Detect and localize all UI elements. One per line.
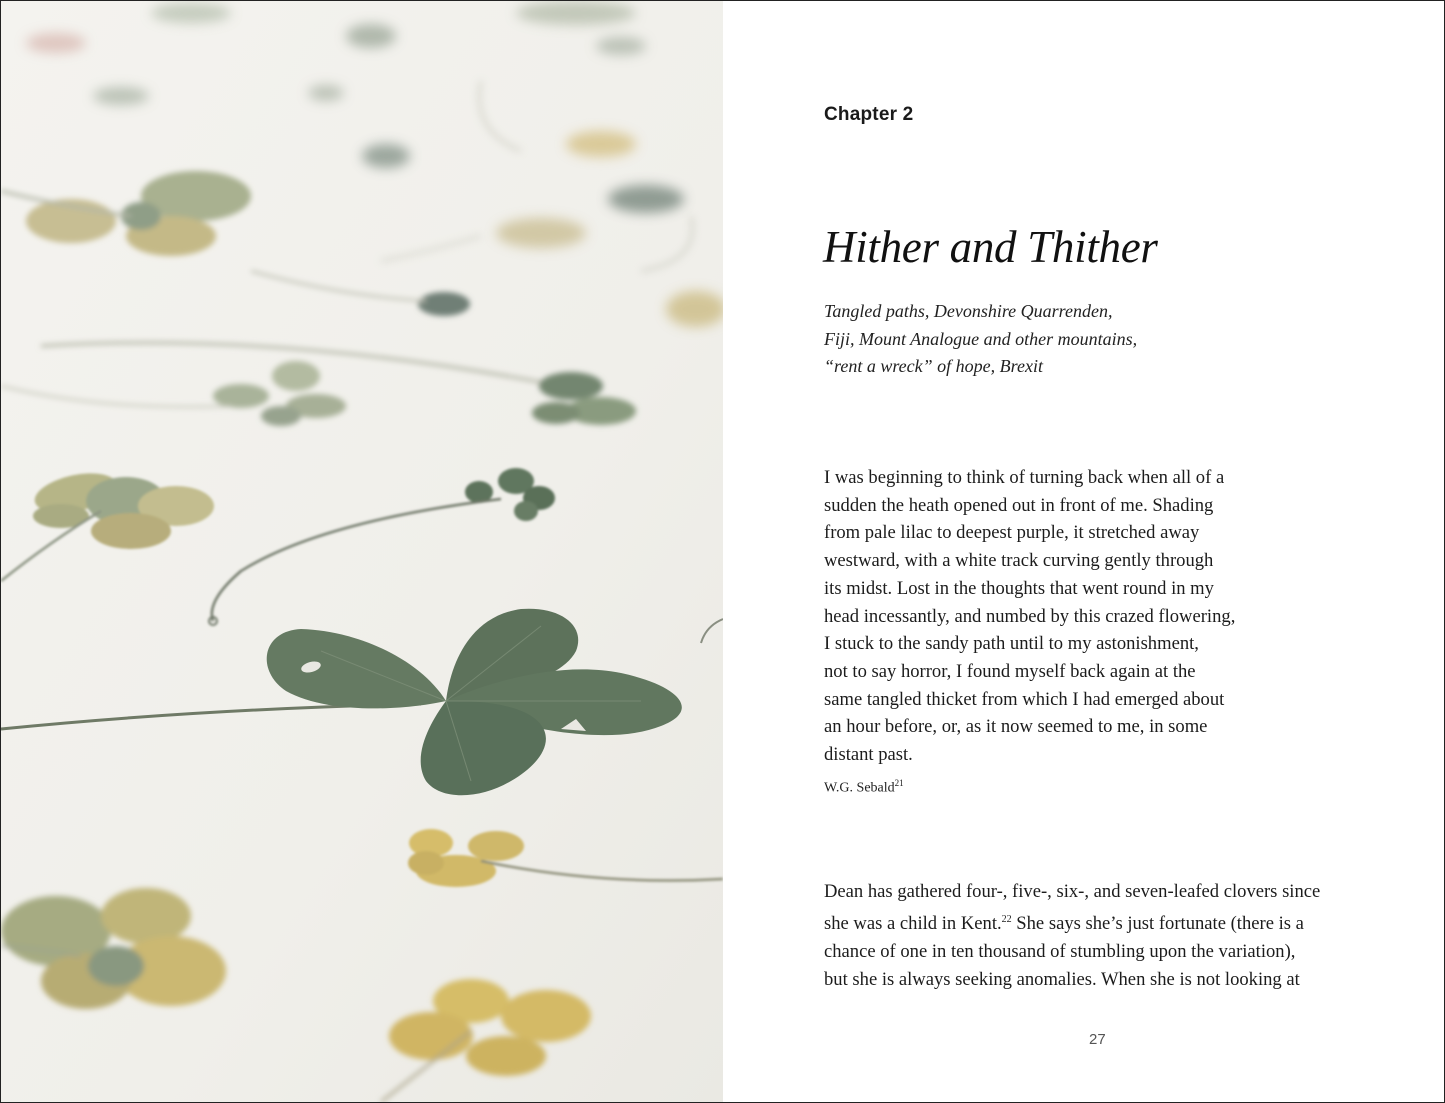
- chapter-label: Chapter 2: [824, 104, 914, 125]
- epigraph-line: from pale lilac to deepest purple, it stretched away: [824, 522, 1200, 544]
- page-number: 27: [1089, 1031, 1106, 1048]
- summary-line: “rent a wreck” of hope, Brexit: [824, 356, 1043, 376]
- footnote-marker[interactable]: 22: [1001, 914, 1012, 925]
- text-page: [723, 1, 1444, 1102]
- epigraph-line: I was beginning to think of turning back when all of a: [824, 467, 1225, 488]
- body-line: chance of one in ten thousand of stumbling upon the variation),: [824, 941, 1296, 963]
- summary-line: Tangled paths, Devonshire Quarrenden,: [824, 301, 1113, 321]
- epigraph-attribution: [824, 778, 904, 797]
- epigraph-line: head incessantly, and numbed by this crazed flowering,: [824, 605, 1236, 627]
- epigraph-line: its midst. Lost in the thoughts that went round in my: [824, 577, 1214, 599]
- body-line-text: She says she’s just fortunate (there is a: [1011, 913, 1304, 935]
- footnote-marker[interactable]: 21: [894, 778, 904, 788]
- body-line-text: she was a child in Kent.: [824, 913, 1002, 935]
- summary-line: Fiji, Mount Analogue and other mountains,: [824, 328, 1138, 349]
- chapter-summary: [824, 298, 1137, 381]
- body-paragraph: [824, 878, 1320, 994]
- body-line: [824, 906, 1320, 938]
- chapter-title: Hither and Thither: [823, 222, 1158, 272]
- body-line: but she is always seeking anomalies. When she is not looking at: [824, 969, 1300, 991]
- body-line: Dean has gathered four-, five-, six-, and seven-leafed clovers since: [824, 881, 1321, 902]
- epigraph-quote: [824, 464, 1235, 769]
- epigraph-author: W.G. Sebald: [824, 780, 895, 796]
- pressed-clover-photo: [1, 1, 723, 1102]
- epigraph-line: distant past.: [824, 744, 913, 766]
- epigraph-line: not to say horror, I found myself back again at the: [824, 660, 1196, 682]
- epigraph-line: westward, with a white track curving gently through: [824, 550, 1214, 572]
- epigraph-line: sudden the heath opened out in front of me. Shading: [824, 494, 1214, 516]
- epigraph-line: I stuck to the sandy path until to my astonishment,: [824, 633, 1199, 655]
- epigraph-line: an hour before, or, as it now seemed to me, in some: [824, 716, 1208, 738]
- epigraph-line: same tangled thicket from which I had emerged about: [824, 688, 1225, 710]
